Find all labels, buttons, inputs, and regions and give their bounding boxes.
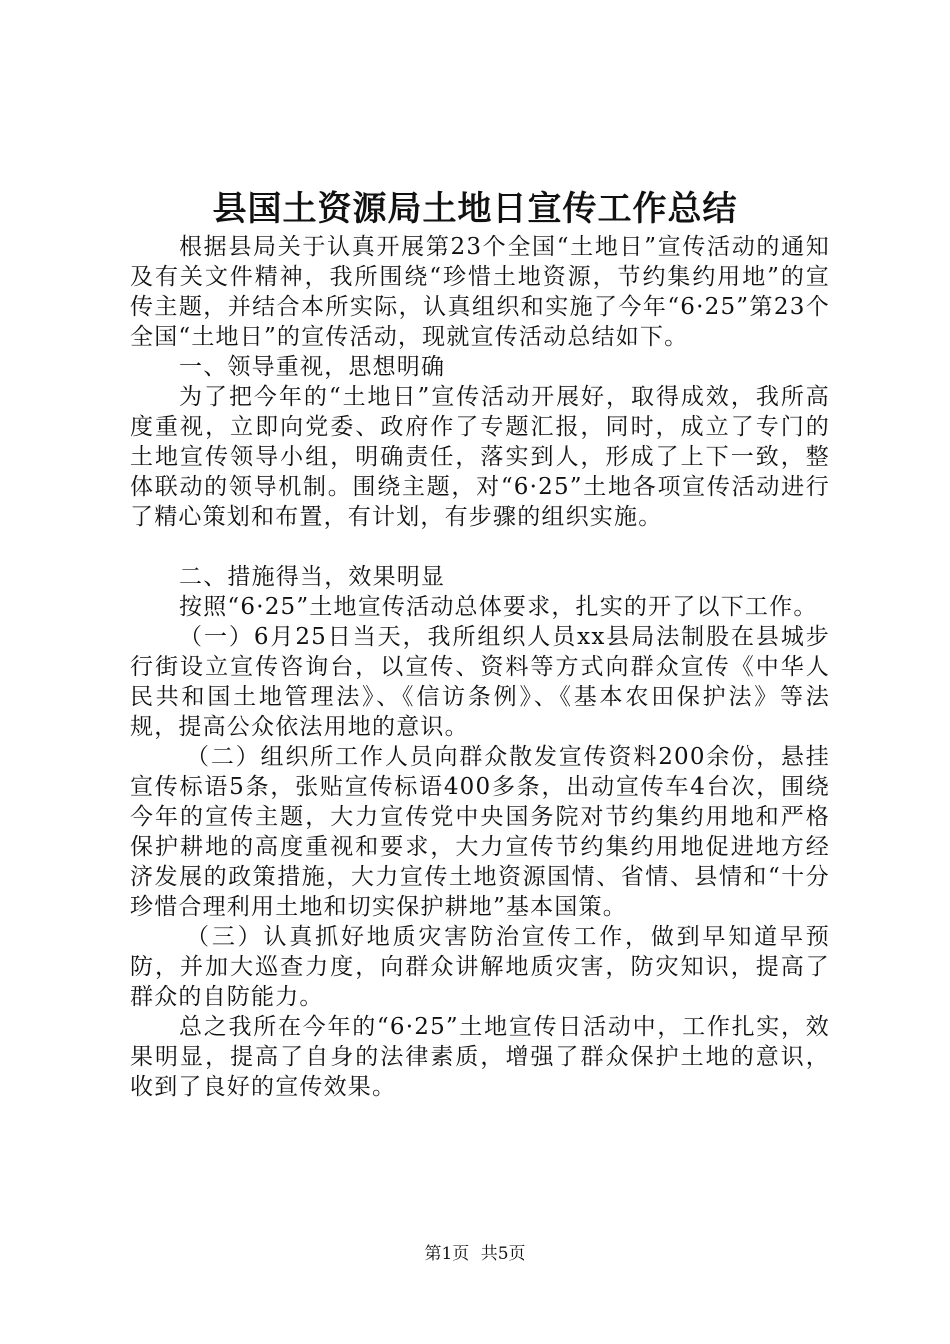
conclusion-paragraph: 总之我所在今年的“6·25”土地宣传日活动中，工作扎实，效果明显，提高了自身的法律素质，增强了群众保护土地的意识，收到了良好的宣传效果。 (130, 1014, 830, 1100)
page-number: 第1页 (424, 1244, 470, 1264)
document-title: 县国土资源局土地日宣传工作总结 (212, 189, 738, 229)
section-1-paragraph: 为了把今年的“土地日”宣传活动开展好，取得成效，我所高度重视，立即向党委、政府作了专题汇报，同时，成立了专门的土地宣传领导小组，明确责任，落实到人，形成了上下一致，整体联动的领导机制。围绕主题，对“6·25”土地各项宣传活动进行了精心策划和布置，有计划，有步骤的组织实施。 (130, 384, 830, 530)
section-heading-2: 二、措施得当，效果明显 (179, 564, 446, 590)
page-footer (0, 1243, 950, 1265)
measure-item-3: （三）认真抓好地质灾害防治宣传工作，做到早知道早预防，并加大巡查力度，向群众讲解地质灾害，防灾知识，提高了群众的自防能力。 (130, 924, 830, 1010)
document-body (130, 232, 830, 1102)
section-heading-1: 一、领导重视，思想明确 (179, 354, 446, 380)
measure-item-2: （二）组织所工作人员向群众散发宣传资料200余份，悬挂宣传标语5条，张贴宣传标语400多条，出动宣传车4台次，围绕今年的宣传主题，大力宣传党中央国务院对节约集约用地和严格保护耕地的高度重视和要求，大力宣传节约集约用地促进地方经济发展的政策措施，大力宣传土地资源国情、省情、县情和“十分珍惜合理利用土地和切实保护耕地”基本国策。 (130, 744, 830, 920)
intro-paragraph: 根据县局关于认真开展第23个全国“土地日”宣传活动的通知及有关文件精神，我所围绕“珍惜土地资源，节约集约用地”的宣传主题，并结合本所实际，认真组织和实施了今年“6·25”第23个全国“土地日”的宣传活动，现就宣传活动总结如下。 (130, 234, 830, 350)
page-total: 共5页 (480, 1244, 526, 1264)
section-2-paragraph: 按照“6·25”土地宣传活动总体要求，扎实的开了以下工作。 (179, 594, 818, 620)
measure-item-1: （一）6月25日当天，我所组织人员xx县局法制股在县城步行街设立宣传咨询台，以宣传、资料等方式向群众宣传《中华人民共和国土地管理法》、《信访条例》、《基本农田保护法》等法规，提高公众依法用地的意识。 (130, 624, 830, 740)
